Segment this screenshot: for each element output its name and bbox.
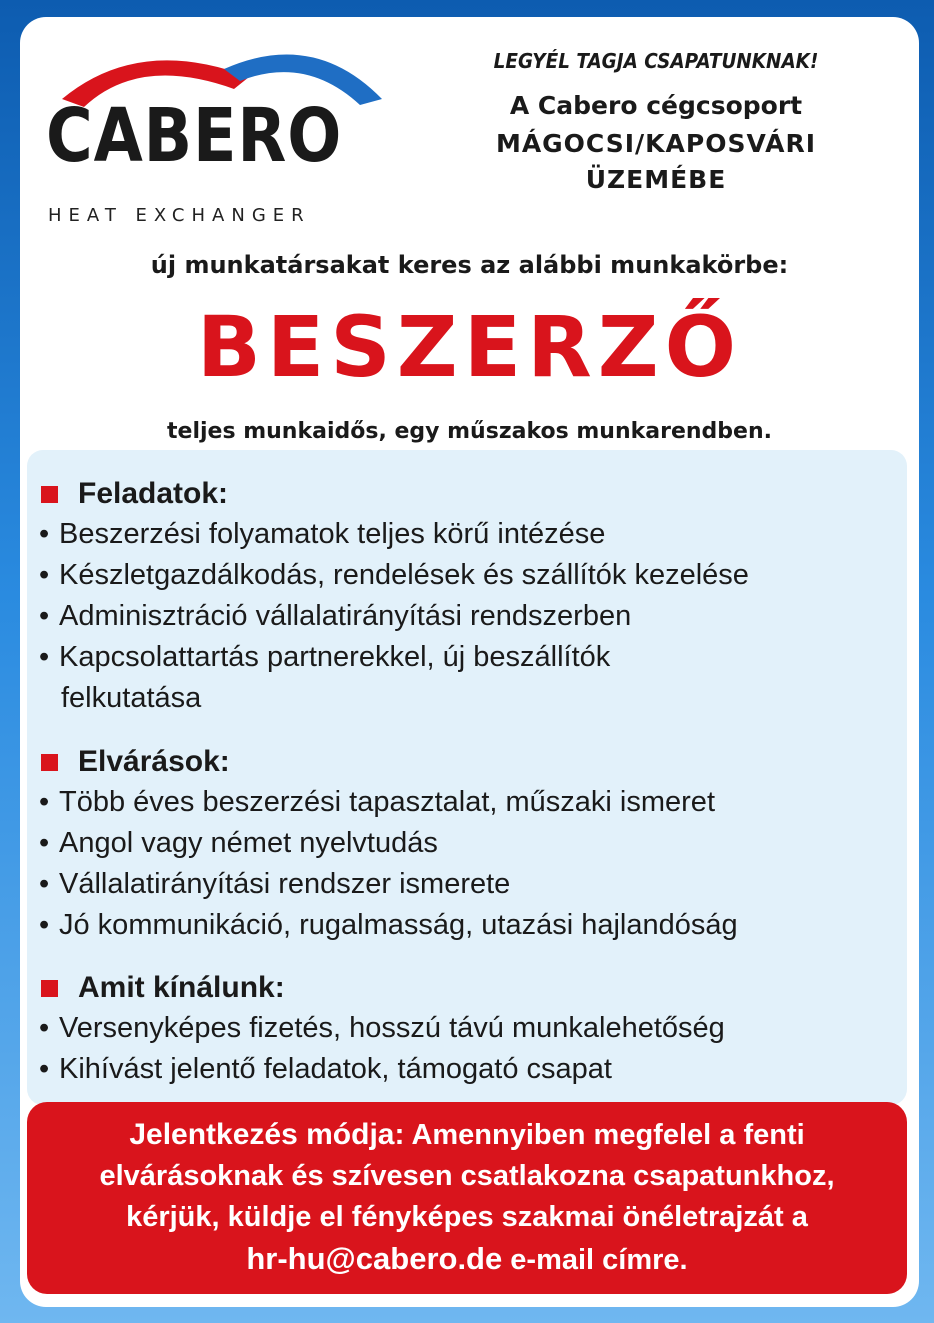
list-item: • Készletgazdálkodás, rendelések és szállítók kezelése	[39, 559, 749, 591]
header-location: MÁGOCSI/KAPOSVÁRI	[495, 129, 817, 158]
application-text: kérjük, küldje el fényképes szakmai önéletrajzát a	[126, 1201, 808, 1233]
list-item: • Több éves beszerzési tapasztalat, műszaki ismeret	[39, 786, 715, 818]
application-text: Amennyiben megfelel a fenti	[411, 1119, 805, 1151]
application-box	[27, 1102, 907, 1294]
intro-text: új munkatársakat keres az alábbi munkakörbe:	[150, 251, 789, 279]
list-item-continuation: felkutatása	[61, 682, 202, 714]
email-link[interactable]: hr-hu@cabero.de	[246, 1241, 503, 1276]
square-bullet-icon	[41, 486, 58, 503]
details-panel	[27, 450, 907, 1105]
offer-section	[37, 968, 725, 1090]
header-tagline: LEGYÉL TAGJA CSAPATUNKNAK!	[493, 49, 819, 73]
application-text: e-mail címre.	[510, 1244, 688, 1276]
list-item: • Vállalatirányítási rendszer ismerete	[39, 868, 511, 900]
application-text: elvárásoknak és szívesen csatlakozna csapatunkhoz,	[99, 1160, 835, 1192]
offer-heading: Amit kínálunk:	[37, 968, 725, 1008]
square-bullet-icon	[41, 754, 58, 771]
list-item: • Jó kommunikáció, rugalmasság, utazási hajlandóság	[39, 909, 738, 941]
requirements-section	[37, 742, 738, 946]
job-title: BESZERZŐ	[196, 298, 743, 396]
application-lead: Jelentkezés módja:	[129, 1118, 405, 1151]
header-company: A Cabero cégcsoport	[509, 91, 803, 120]
list-item: • Kapcsolattartás partnerekkel, új beszállítók	[39, 641, 611, 673]
list-item: • Angol vagy német nyelvtudás	[39, 827, 438, 859]
logo-tagline: HEAT EXCHANGER	[48, 205, 311, 226]
job-ad-card	[20, 17, 919, 1307]
job-schedule: teljes munkaidős, egy műszakos munkarendben.	[167, 419, 772, 444]
header-plant: ÜZEMÉBE	[585, 165, 727, 194]
list-item: • Kihívást jelentő feladatok, támogató csapat	[39, 1053, 612, 1085]
tasks-section	[37, 474, 749, 719]
list-item: • Adminisztráció vállalatirányítási rendszerben	[39, 600, 632, 632]
requirements-heading: Elvárások:	[37, 742, 738, 782]
tasks-heading: Feladatok:	[37, 474, 749, 514]
header-block	[400, 37, 912, 195]
logo-wordmark: CABERO	[46, 93, 343, 179]
square-bullet-icon	[41, 980, 58, 997]
cabero-logo	[44, 37, 389, 232]
list-item: • Beszerzési folyamatok teljes körű intézése	[39, 518, 606, 550]
list-item: • Versenyképes fizetés, hosszú távú munkalehetőség	[39, 1012, 725, 1044]
